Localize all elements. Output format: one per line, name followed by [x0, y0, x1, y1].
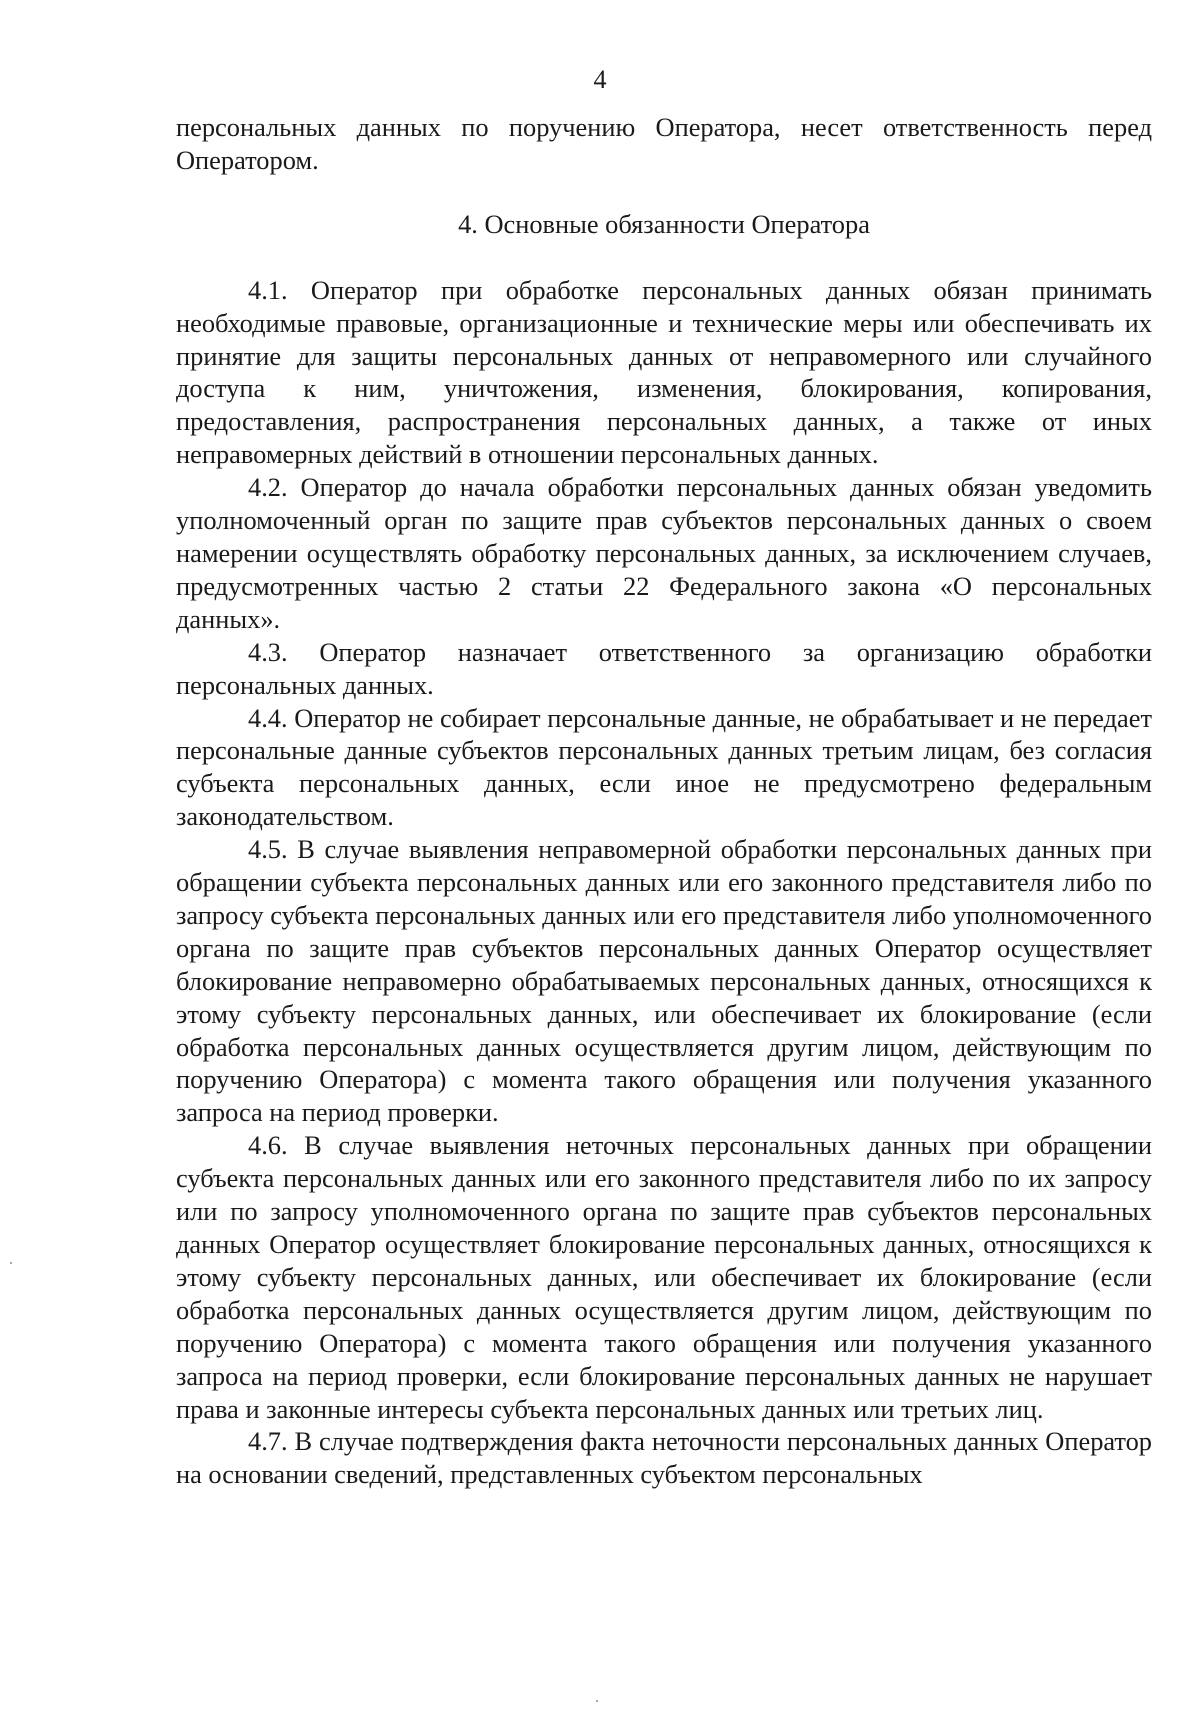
paragraph-4-5: 4.5. В случае выявления неправомерной обработки персональных данных при обращении субъекта персональных данных или его законного представителя либо по запросу субъекта персональных данных или его представителя либо уполномоченного органа по защите прав субъектов персональных данных Оператор осуществляет блокирование неправомерно обрабатываемых персональных данных, относящихся к этому субъекту персональных данных, или обеспечивает их блокирование (если обработка персональных данных осуществляется другим лицом, действующим по поручению Оператора) с момента такого обращения или получения указанного запроса на период проверки.: [176, 834, 1152, 1128]
paragraph-4-4: 4.4. Оператор не собирает персональные данные, не обрабатывает и не передает персональные данные субъектов персональных данных третьим лицам, без согласия субъекта персональных данных, если иное не предусмотрено федеральным законодательством.: [176, 702, 1152, 832]
document-body: [176, 111, 1152, 1491]
paragraph-4-6: 4.6. В случае выявления неточных персональных данных при обращении субъекта персональных данных или его законного представителя либо по их запросу или по запросу уполномоченного органа по защите прав субъектов персональных данных Оператор осуществляет блокирование персональных данных, относящихся к этому субъекту персональных данных, или обеспечивает их блокирование (если обработка персональных данных осуществляется другим лицом, действующим по поручению Оператора) с момента такого обращения или получения указанного запроса на период проверки, если блокирование персональных данных не нарушает права и законные интересы субъекта персональных данных или третьих лиц.: [176, 1130, 1152, 1424]
paragraph-4-7: 4.7. В случае подтверждения факта неточности персональных данных Оператор на основании сведений, представленных субъектом персональных: [176, 1426, 1152, 1490]
continued-paragraph: персональных данных по поручению Оператора, несет ответственность перед Оператором.: [176, 112, 1152, 175]
scan-speck: [596, 1700, 598, 1702]
scan-speck: [10, 1262, 12, 1264]
paragraph-4-2: 4.2. Оператор до начала обработки персональных данных обязан уведомить уполномоченный орган по защите прав субъектов персональных данных о своем намерении осуществлять обработку персональных данных, за исключением случаев, предусмотренных частью 2 статьи 22 Федерального закона «О персональных данных».: [176, 472, 1152, 634]
page-number: 4: [593, 65, 607, 94]
paragraph-4-1: 4.1. Оператор при обработке персональных данных обязан принимать необходимые правовые, организационные и технические меры или обеспечивать их принятие для защиты персональных данных от неправомерного или случайного доступа к ним, уничтожения, изменения, блокирования, копирования, предоставления, распространения персональных данных, а также от иных неправомерных действий в отношении персональных данных.: [176, 274, 1152, 470]
section-heading: 4. Основные обязанности Оператора: [458, 208, 870, 239]
paragraph-4-3: 4.3. Оператор назначает ответственного за организацию обработки персональных данных.: [176, 636, 1152, 700]
